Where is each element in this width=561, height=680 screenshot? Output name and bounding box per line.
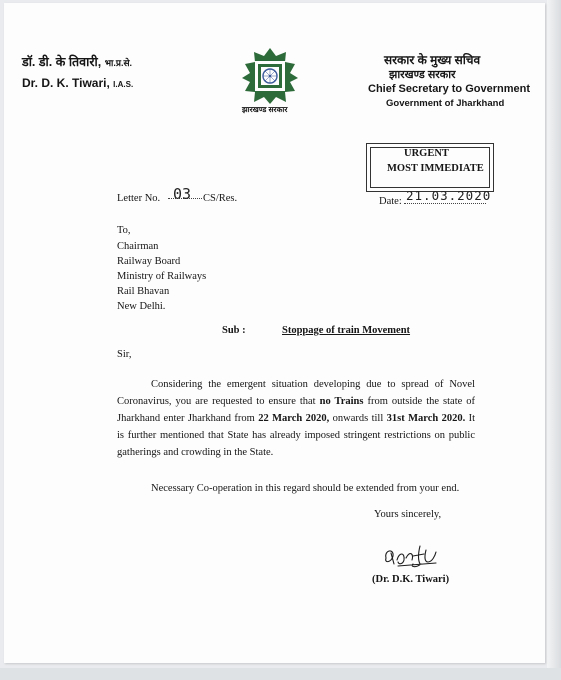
body-paragraph-2: Necessary Co-operation in this regard should be extended from your end. <box>151 483 460 494</box>
jharkhand-emblem-icon <box>240 46 300 106</box>
body-line: Coronavirus, you are requested to ensure that no Trains from outside the state of <box>117 396 476 407</box>
addressee-line: Chairman <box>117 241 159 252</box>
letter-number-suffix: CS/Res. <box>203 193 238 204</box>
scan-edge-bottom <box>0 668 561 680</box>
subject-text: Stoppage of train Movement <box>282 325 411 336</box>
body-line: Jharkhand enter Jharkhand from 22 March 2020, onwards till 31st March 2020. It <box>117 413 476 424</box>
emblem-caption: झारखण्ड सरकार <box>242 105 288 114</box>
letter-number-label: Letter No. <box>117 193 161 204</box>
addressee-line: To, <box>117 225 131 236</box>
signature-icon <box>380 540 442 570</box>
designation-hindi: सरकार के मुख्य सचिव <box>384 53 481 67</box>
government-english: Government of Jharkhand <box>386 98 505 109</box>
urgency-line-1: URGENT <box>404 148 449 159</box>
sender-name-hindi: डॉ. डी. के तिवारी, भा.प्र.से. <box>22 55 133 69</box>
addressee-line: New Delhi. <box>117 301 166 312</box>
body-paragraph-1 <box>117 376 475 461</box>
body-line: gatherings and crowding in the State. <box>117 447 274 458</box>
date-dots <box>404 203 486 204</box>
letter-number-handwritten: 03 <box>173 185 192 203</box>
designation-english: Chief Secretary to Government <box>368 83 530 95</box>
government-hindi: झारखण्ड सरकार <box>389 69 456 81</box>
salutation: Sir, <box>117 349 132 360</box>
body-line: Considering the emergent situation developing due to spread of Novel <box>151 379 475 390</box>
addressee-line: Rail Bhavan <box>117 286 170 297</box>
letter-page <box>4 3 545 663</box>
signatory-name: (Dr. D.K. Tiwari) <box>372 574 450 585</box>
date-label: Date: <box>379 196 402 207</box>
addressee-line: Ministry of Railways <box>117 271 207 282</box>
urgency-line-2: MOST IMMEDIATE <box>387 163 484 174</box>
subject-label: Sub : <box>222 325 246 336</box>
scan-edge-right <box>547 0 561 680</box>
addressee-line: Railway Board <box>117 256 181 267</box>
body-line: is further mentioned that State has already imposed stringent restrictions on public <box>117 430 475 441</box>
sender-name-english: Dr. D. K. Tiwari, I.A.S. <box>22 76 134 90</box>
closing: Yours sincerely, <box>374 509 442 520</box>
date-handwritten: 21.03.2020 <box>406 188 492 203</box>
